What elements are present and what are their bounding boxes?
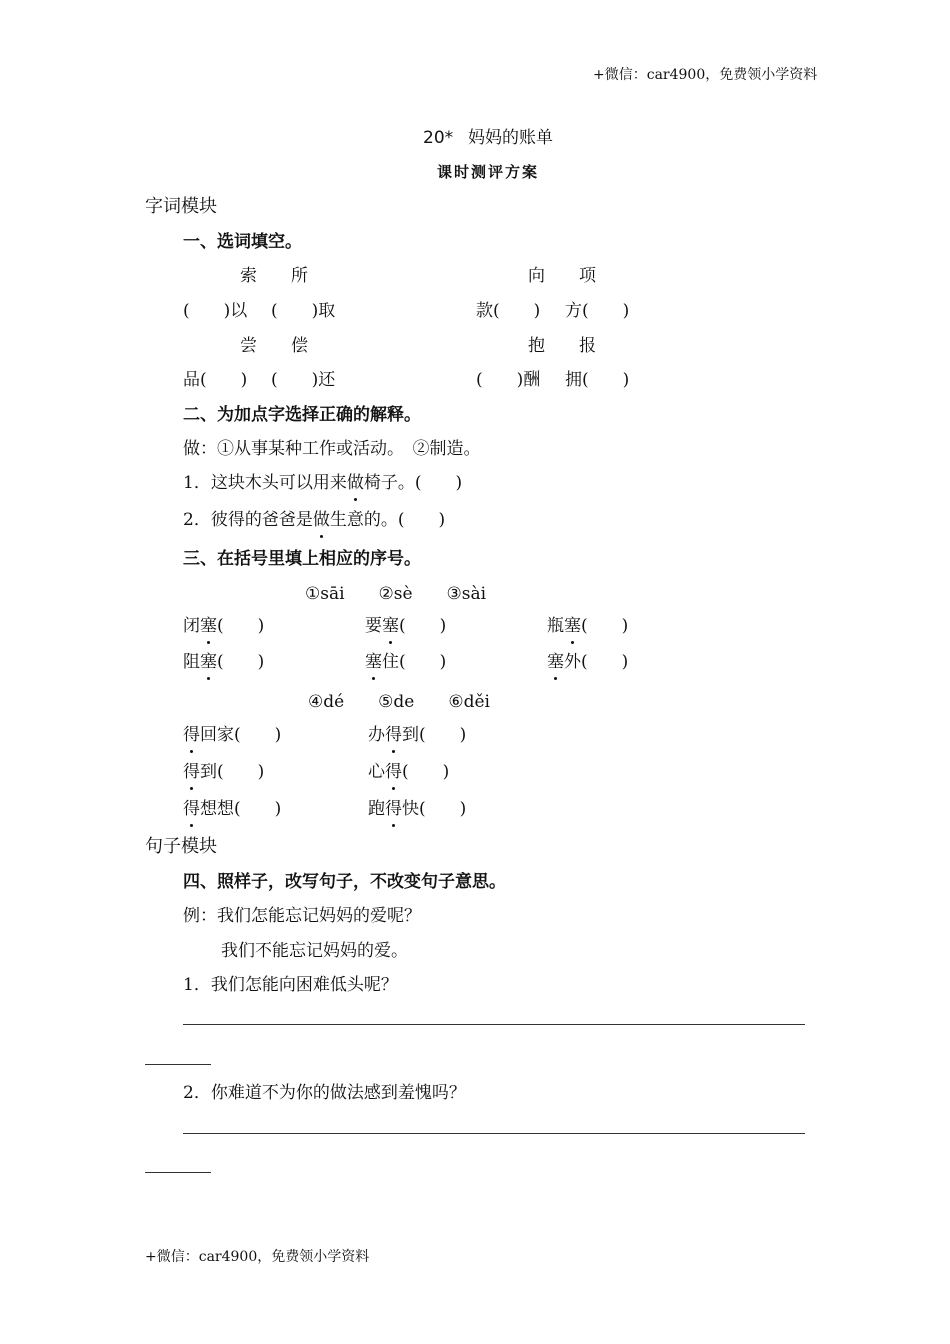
q3-item-post: ( ) bbox=[399, 616, 447, 636]
q3-item-xin-de[interactable] bbox=[368, 761, 449, 783]
q3-item-post: 回家( ) bbox=[200, 725, 282, 745]
q2-definition: 做：①从事某种工作或活动。 ②制造。 bbox=[183, 439, 481, 459]
q3-item-bi-sai[interactable] bbox=[183, 615, 264, 637]
q1-blank-fang-xiang[interactable]: 方( ) bbox=[565, 301, 630, 321]
q3-dotted-char: 得 bbox=[183, 799, 200, 819]
q3-item-post: ( ) bbox=[402, 762, 450, 782]
q3-item-ping-sai[interactable] bbox=[547, 615, 628, 637]
q3-dotted-char: 得 bbox=[183, 762, 200, 782]
q3-item-post: ( ) bbox=[217, 652, 265, 672]
page-subtitle: 课时测评方案 bbox=[437, 163, 540, 181]
q1-blank-kuan-xiang[interactable]: 款( ) bbox=[476, 301, 541, 321]
q1-blank-chang-huan[interactable]: ( )还 bbox=[271, 370, 336, 390]
q3-dotted-char: 塞 bbox=[200, 652, 217, 672]
q3-item-post: 想想( ) bbox=[200, 799, 282, 819]
q2-s2-dotted-char: 做 bbox=[312, 510, 330, 530]
q1-blank-bao-chou[interactable]: ( )酬 bbox=[476, 370, 541, 390]
q3-dotted-char: 得 bbox=[183, 725, 200, 745]
q1-row3-right: 抱 报 bbox=[528, 336, 596, 356]
q3-options-de: ④dé ⑤de ⑥děi bbox=[308, 692, 490, 712]
lesson-number: 20* bbox=[423, 128, 454, 148]
q2-s2-pre: 2．彼得的爸爸是 bbox=[183, 510, 313, 530]
q1-title: 一、选词填空。 bbox=[183, 232, 302, 252]
q3-item-post: 外( ) bbox=[564, 652, 629, 672]
q3-title: 三、在括号里填上相应的序号。 bbox=[183, 549, 421, 569]
q2-sentence-2[interactable] bbox=[183, 509, 445, 531]
q3-item-post: 住( ) bbox=[382, 652, 447, 672]
q1-blank-suo-yi[interactable]: ( )以 bbox=[183, 301, 248, 321]
q3-item-pre: 闭 bbox=[183, 616, 200, 636]
q3-item-pre: 阻 bbox=[183, 652, 200, 672]
q3-item-pre: 要 bbox=[365, 616, 382, 636]
q3-item-pao-de-kuai[interactable] bbox=[368, 798, 466, 820]
q3-item-post: 到( ) bbox=[200, 762, 265, 782]
q1-blank-pin-chang[interactable]: 品( ) bbox=[183, 370, 248, 390]
q3-item-ban-de-dao[interactable] bbox=[368, 724, 466, 746]
q4-answer-line-2-continued[interactable] bbox=[145, 1172, 211, 1173]
q4-item-2: 2．你难道不为你的做法感到羞愧吗？ bbox=[183, 1083, 466, 1103]
q3-item-zu-sai[interactable] bbox=[183, 651, 264, 673]
q3-item-post: 快( ) bbox=[402, 799, 467, 819]
section-sentences-title: 句子模块 bbox=[145, 836, 217, 857]
q3-item-post: ( ) bbox=[581, 616, 629, 636]
q3-dotted-char: 塞 bbox=[547, 652, 564, 672]
q3-dotted-char: 得 bbox=[385, 799, 402, 819]
q3-item-pre: 办 bbox=[368, 725, 385, 745]
page-title: 妈妈的账单 bbox=[468, 128, 553, 148]
q4-title: 四、照样子，改写句子，不改变句子意思。 bbox=[183, 872, 506, 892]
q3-dotted-char: 得 bbox=[385, 762, 402, 782]
q1-blank-suo-qu[interactable]: ( )取 bbox=[271, 301, 336, 321]
q3-item-sai-wai[interactable] bbox=[547, 651, 628, 673]
q3-item-pre: 瓶 bbox=[547, 616, 564, 636]
q4-item-1: 1．我们怎能向困难低头呢？ bbox=[183, 975, 398, 995]
q2-s1-pre: 1．这块木头可以用来 bbox=[183, 473, 347, 493]
q4-answer-line-1[interactable] bbox=[183, 1024, 805, 1025]
q4-answer-line-2[interactable] bbox=[183, 1133, 805, 1134]
q2-s2-post: 生意的。( ) bbox=[329, 510, 446, 530]
q3-options-sai: ①sāi ②sè ③sài bbox=[305, 584, 487, 604]
q2-title: 二、为加点字选择正确的解释。 bbox=[183, 405, 421, 425]
q2-s1-dotted-char: 做 bbox=[346, 473, 364, 493]
watermark-top: +微信：car4900，免费领小学资料 bbox=[593, 67, 818, 83]
q2-s1-post: 椅子。( ) bbox=[363, 473, 463, 493]
q3-item-yao-sai[interactable] bbox=[365, 615, 446, 637]
watermark-bottom: +微信：car4900，免费领小学资料 bbox=[145, 1249, 370, 1265]
q1-row3-left: 尝 偿 bbox=[240, 336, 308, 356]
q4-example-answer: 我们不能忘记妈妈的爱。 bbox=[221, 941, 408, 961]
q3-item-pre: 跑 bbox=[368, 799, 385, 819]
q3-dotted-char: 塞 bbox=[200, 616, 217, 636]
q3-item-sai-zhu[interactable] bbox=[365, 651, 446, 673]
q1-blank-yong-bao[interactable]: 拥( ) bbox=[565, 370, 630, 390]
q3-item-pre: 心 bbox=[368, 762, 385, 782]
q1-row1-right: 向 项 bbox=[528, 266, 596, 286]
q3-item-post: ( ) bbox=[217, 616, 265, 636]
q2-sentence-1[interactable] bbox=[183, 472, 462, 494]
q3-item-de-huijia[interactable] bbox=[183, 724, 281, 746]
q3-dotted-char: 得 bbox=[385, 725, 402, 745]
q3-item-post: 到( ) bbox=[402, 725, 467, 745]
q3-item-de-dao[interactable] bbox=[183, 761, 264, 783]
q4-answer-line-1-continued[interactable] bbox=[145, 1064, 211, 1065]
q1-row1-left: 索 所 bbox=[240, 266, 308, 286]
q3-dotted-char: 塞 bbox=[382, 616, 399, 636]
section-words-title: 字词模块 bbox=[145, 196, 217, 217]
q4-example-question: 例：我们怎能忘记妈妈的爱呢？ bbox=[183, 906, 421, 926]
q3-dotted-char: 塞 bbox=[564, 616, 581, 636]
q3-item-de-xiangxiang[interactable] bbox=[183, 798, 281, 820]
q3-dotted-char: 塞 bbox=[365, 652, 382, 672]
